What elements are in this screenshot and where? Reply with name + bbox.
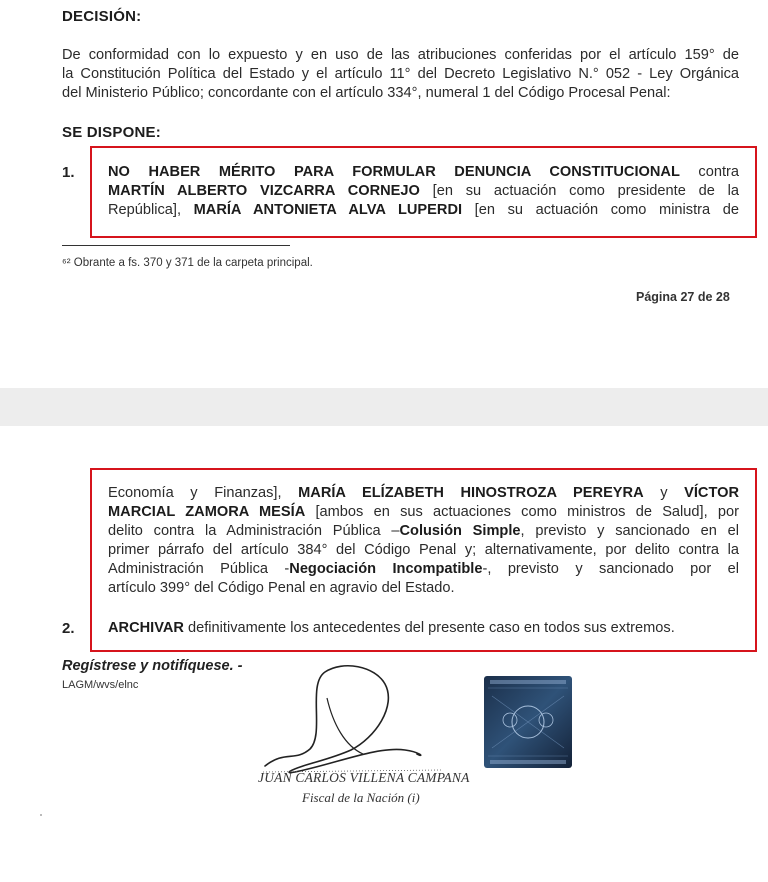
decision-heading: DECISIÓN: bbox=[62, 8, 142, 25]
handwritten-signature bbox=[255, 654, 455, 784]
item-1-number: 1. bbox=[62, 164, 75, 181]
footnote: ⁶² Obrante a fs. 370 y 371 de la carpeta principal. bbox=[62, 257, 313, 269]
person-name: MARCIAL ZAMORA MESÍA bbox=[108, 504, 306, 520]
item-2-number: 2. bbox=[62, 620, 75, 637]
page-number: Página 27 de 28 bbox=[636, 290, 730, 304]
scan-speck bbox=[40, 814, 42, 816]
security-seal-sticker bbox=[484, 676, 572, 768]
registrese-line: Regístrese y notifíquese. - bbox=[62, 658, 243, 674]
text-line: artículo 399° del Código Penal en agravio del Estado. bbox=[108, 580, 455, 596]
highlight-box-item-1 bbox=[90, 146, 757, 238]
reference-initials: LAGM/wvs/elnc bbox=[62, 679, 139, 691]
person-name: MARTÍN ALBERTO VIZCARRA CORNEJO bbox=[108, 183, 420, 199]
intro-line: la Constitución Política del Estado y el artículo 11° del Decreto Legislativo N.° 052 - Ley Orgánica bbox=[62, 66, 739, 82]
crime-name: Negociación Incompatible bbox=[289, 561, 483, 577]
highlight-box-items bbox=[90, 468, 757, 652]
text-line: primer párrafo del artículo 384° del Código Penal y; alternativamente, por delito contra la bbox=[108, 542, 739, 558]
intro-paragraph bbox=[62, 46, 739, 103]
archivar-keyword: ARCHIVAR bbox=[108, 620, 184, 636]
intro-line: del Ministerio Público; concordante con el artículo 334°, numeral 1 del Código Procesal Penal: bbox=[62, 85, 671, 101]
person-name: MARÍA ELÍZABETH HINOSTROZA PEREYRA bbox=[298, 485, 644, 501]
text-part: -, previsto y sancionado por el bbox=[482, 561, 739, 577]
signer-title: Fiscal de la Nación (i) bbox=[302, 790, 420, 805]
text-part: Economía y Finanzas], bbox=[108, 485, 299, 501]
document-page-28 bbox=[0, 426, 768, 882]
intro-line: De conformidad con lo expuesto y en uso de las atribuciones conferidas por el artículo 159° de bbox=[62, 47, 739, 63]
text-part: Administración Pública - bbox=[108, 561, 290, 577]
signer-name: JUAN CARLOS VILLENA CAMPANA bbox=[258, 770, 470, 785]
text-part: delito contra la Administración Pública – bbox=[108, 523, 400, 539]
person-name: MARÍA ANTONIETA ALVA LUPERDI bbox=[193, 202, 463, 218]
se-dispone-heading: SE DISPONE: bbox=[62, 124, 161, 141]
text-part: y bbox=[643, 485, 685, 501]
item-1-text-part: [en su actuación como presidente de la bbox=[419, 183, 739, 199]
item-1-text-part: contra bbox=[679, 164, 739, 180]
text-part: , previsto y sancionado en el bbox=[520, 523, 739, 539]
item-1-text-part: [en su actuación como ministra de bbox=[462, 202, 739, 218]
item-2-text-part: definitivamente los antecedentes del presente caso en todos sus extremos. bbox=[183, 620, 675, 636]
person-name: VÍCTOR bbox=[684, 485, 739, 501]
page-separator bbox=[0, 388, 768, 426]
text-part: [ambos en sus actuaciones como ministros de Salud], por bbox=[305, 504, 739, 520]
item-1-text-part: República], bbox=[108, 202, 194, 218]
document-page-27 bbox=[0, 0, 768, 388]
item-1-bold: NO HABER MÉRITO PARA FORMULAR DENUNCIA CONSTITUCIONAL bbox=[108, 164, 680, 180]
crime-name: Colusión Simple bbox=[399, 523, 521, 539]
footnote-divider bbox=[62, 245, 290, 246]
